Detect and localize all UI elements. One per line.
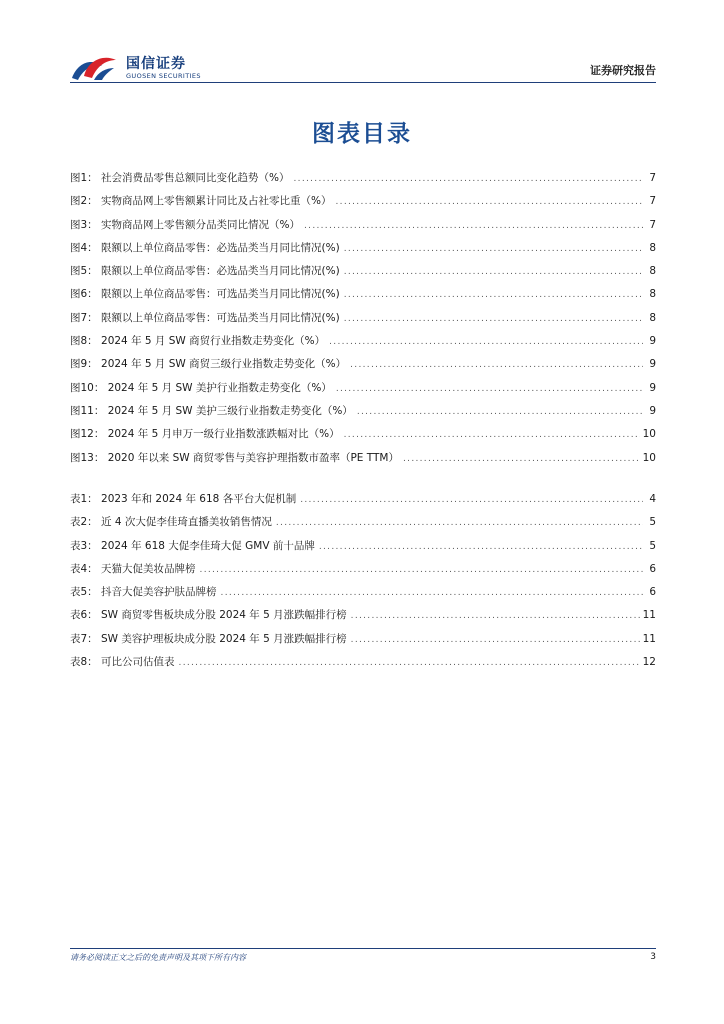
page-number: 3 bbox=[650, 952, 656, 962]
dot-leader bbox=[344, 430, 640, 440]
logo-chinese-text: 国信证券 bbox=[126, 56, 186, 72]
page-title: 图表目录 bbox=[312, 121, 412, 147]
toc-entry-figure-3[interactable] bbox=[70, 217, 656, 240]
dot-leader bbox=[344, 244, 643, 254]
toc-entry-label: 表6： SW 商贸零售板块成分股 2024 年 5 月涨跌幅排行榜 bbox=[70, 609, 347, 622]
toc-entry-label: 表8： 可比公司估值表 bbox=[70, 656, 175, 669]
footer-divider bbox=[70, 948, 656, 949]
toc-entry-label: 图9： 2024 年 5 月 SW 商贸三级行业指数走势变化（%） bbox=[70, 358, 347, 371]
toc-entry-table-2[interactable] bbox=[70, 514, 656, 537]
dot-leader bbox=[300, 495, 643, 505]
toc-entry-table-3[interactable] bbox=[70, 538, 656, 561]
toc-entry-label: 图8： 2024 年 5 月 SW 商贸行业指数走势变化（%） bbox=[70, 335, 326, 348]
toc-entry-label: 图2： 实物商品网上零售额累计同比及占社零比重（%） bbox=[70, 195, 332, 208]
toc-entry-figure-6[interactable] bbox=[70, 286, 656, 309]
dot-leader bbox=[350, 360, 643, 370]
toc-entry-table-8[interactable] bbox=[70, 654, 656, 677]
dot-leader bbox=[403, 454, 640, 464]
dot-leader bbox=[357, 407, 643, 417]
toc-entry-label: 图6： 限额以上单位商品零售：可选品类当月同比情况(%) bbox=[70, 288, 340, 301]
dot-leader bbox=[276, 518, 643, 528]
dot-leader bbox=[329, 337, 643, 347]
dot-leader bbox=[344, 314, 643, 324]
toc-entry-figure-1[interactable] bbox=[70, 170, 656, 193]
toc-entry-page: 7 bbox=[649, 195, 656, 208]
toc-entry-figure-9[interactable] bbox=[70, 356, 656, 379]
toc-entry-table-5[interactable] bbox=[70, 584, 656, 607]
guosen-logo bbox=[70, 50, 270, 84]
toc-entry-figure-10[interactable] bbox=[70, 380, 656, 403]
dot-leader bbox=[344, 267, 643, 277]
toc-entry-label: 表1： 2023 年和 2024 年 618 各平台大促机制 bbox=[70, 493, 297, 505]
toc-entry-label: 表4： 天猫大促美妆品牌榜 bbox=[70, 562, 196, 575]
dot-leader bbox=[294, 174, 644, 184]
toc-entry-figure-8[interactable] bbox=[70, 333, 656, 356]
dot-leader bbox=[200, 565, 643, 575]
toc-entry-table-1[interactable] bbox=[70, 491, 656, 514]
toc-entry-page: 8 bbox=[649, 288, 656, 301]
toc-entry-page: 11 bbox=[642, 609, 656, 622]
toc-entry-page: 8 bbox=[649, 241, 656, 254]
toc-entry-figure-5[interactable] bbox=[70, 263, 656, 286]
toc-entry-page: 9 bbox=[649, 335, 656, 348]
page-header bbox=[70, 50, 656, 84]
figure-list bbox=[70, 170, 656, 473]
toc-entry-page: 5 bbox=[649, 539, 656, 552]
toc-entry-page: 9 bbox=[649, 404, 656, 417]
toc-entry-label: 图13： 2020 年以来 SW 商贸零售与美容护理指数市盈率（PE TTM） bbox=[70, 451, 399, 464]
table-list bbox=[70, 491, 656, 677]
dot-leader bbox=[336, 384, 643, 394]
toc-entry-page: 7 bbox=[649, 218, 656, 231]
toc-entry-label: 图11： 2024 年 5 月 SW 美护三级行业指数走势变化（%） bbox=[70, 404, 353, 417]
dot-leader bbox=[344, 290, 643, 300]
logo-english-text: GUOSEN SECURITIES bbox=[126, 72, 201, 80]
toc-entry-figure-11[interactable] bbox=[70, 403, 656, 426]
toc-entry-page: 6 bbox=[649, 586, 656, 599]
toc-entry-page: 10 bbox=[642, 451, 656, 464]
toc-entry-page: 12 bbox=[642, 656, 656, 669]
dot-leader bbox=[351, 635, 640, 645]
toc-entry-figure-12[interactable] bbox=[70, 426, 656, 449]
toc-entry-label: 图1： 社会消费品零售总额同比变化趋势（%） bbox=[70, 172, 290, 184]
toc-entry-figure-7[interactable] bbox=[70, 310, 656, 333]
toc-entry-page: 6 bbox=[649, 562, 656, 575]
toc-entry-label: 表3： 2024 年 618 大促李佳琦大促 GMV 前十品牌 bbox=[70, 539, 315, 552]
dot-leader bbox=[221, 588, 643, 598]
toc-entry-label: 表5： 抖音大促美容护肤品牌榜 bbox=[70, 586, 217, 599]
toc-entry-page: 7 bbox=[649, 172, 656, 184]
toc-entry-table-7[interactable] bbox=[70, 631, 656, 654]
toc-entry-page: 8 bbox=[649, 265, 656, 278]
toc-entry-page: 5 bbox=[649, 516, 656, 529]
toc-entry-label: 图5： 限额以上单位商品零售：必选品类当月同比情况(%) bbox=[70, 265, 340, 278]
toc-entry-table-4[interactable] bbox=[70, 561, 656, 584]
toc-entry-label: 图7： 限额以上单位商品零售：可选品类当月同比情况(%) bbox=[70, 311, 340, 324]
dot-leader bbox=[336, 197, 644, 207]
toc-entry-page: 8 bbox=[649, 311, 656, 324]
toc-entry-label: 图12： 2024 年 5 月申万一级行业指数涨跌幅对比（%） bbox=[70, 428, 340, 441]
toc-entry-label: 图10： 2024 年 5 月 SW 美护行业指数走势变化（%） bbox=[70, 381, 332, 394]
report-type: 证券研究报告 bbox=[590, 64, 656, 77]
dot-leader bbox=[319, 542, 643, 552]
toc-entry-label: 图3： 实物商品网上零售额分品类同比情况（%） bbox=[70, 218, 300, 231]
toc-entry-figure-2[interactable] bbox=[70, 193, 656, 216]
guosen-logo-icon bbox=[70, 52, 118, 82]
header-divider bbox=[70, 82, 656, 83]
toc-entry-label: 表2： 近 4 次大促李佳琦直播美妆销售情况 bbox=[70, 516, 272, 529]
toc-entry-table-6[interactable] bbox=[70, 607, 656, 630]
toc-entry-page: 4 bbox=[649, 493, 656, 505]
toc-entry-page: 9 bbox=[649, 358, 656, 371]
toc-entry-label: 图4： 限额以上单位商品零售：必选品类当月同比情况(%) bbox=[70, 241, 340, 254]
dot-leader bbox=[351, 611, 640, 621]
toc-entry-figure-4[interactable] bbox=[70, 240, 656, 263]
toc-entry-page: 10 bbox=[642, 428, 656, 441]
toc-entry-page: 11 bbox=[642, 632, 656, 645]
toc-entry-label: 表7： SW 美容护理板块成分股 2024 年 5 月涨跌幅排行榜 bbox=[70, 632, 347, 645]
dot-leader bbox=[179, 658, 640, 668]
disclaimer-note: 请务必阅读正文之后的免责声明及其项下所有内容 bbox=[70, 953, 246, 962]
toc-entry-figure-13[interactable] bbox=[70, 450, 656, 473]
dot-leader bbox=[304, 221, 643, 231]
toc-entry-page: 9 bbox=[649, 381, 656, 394]
